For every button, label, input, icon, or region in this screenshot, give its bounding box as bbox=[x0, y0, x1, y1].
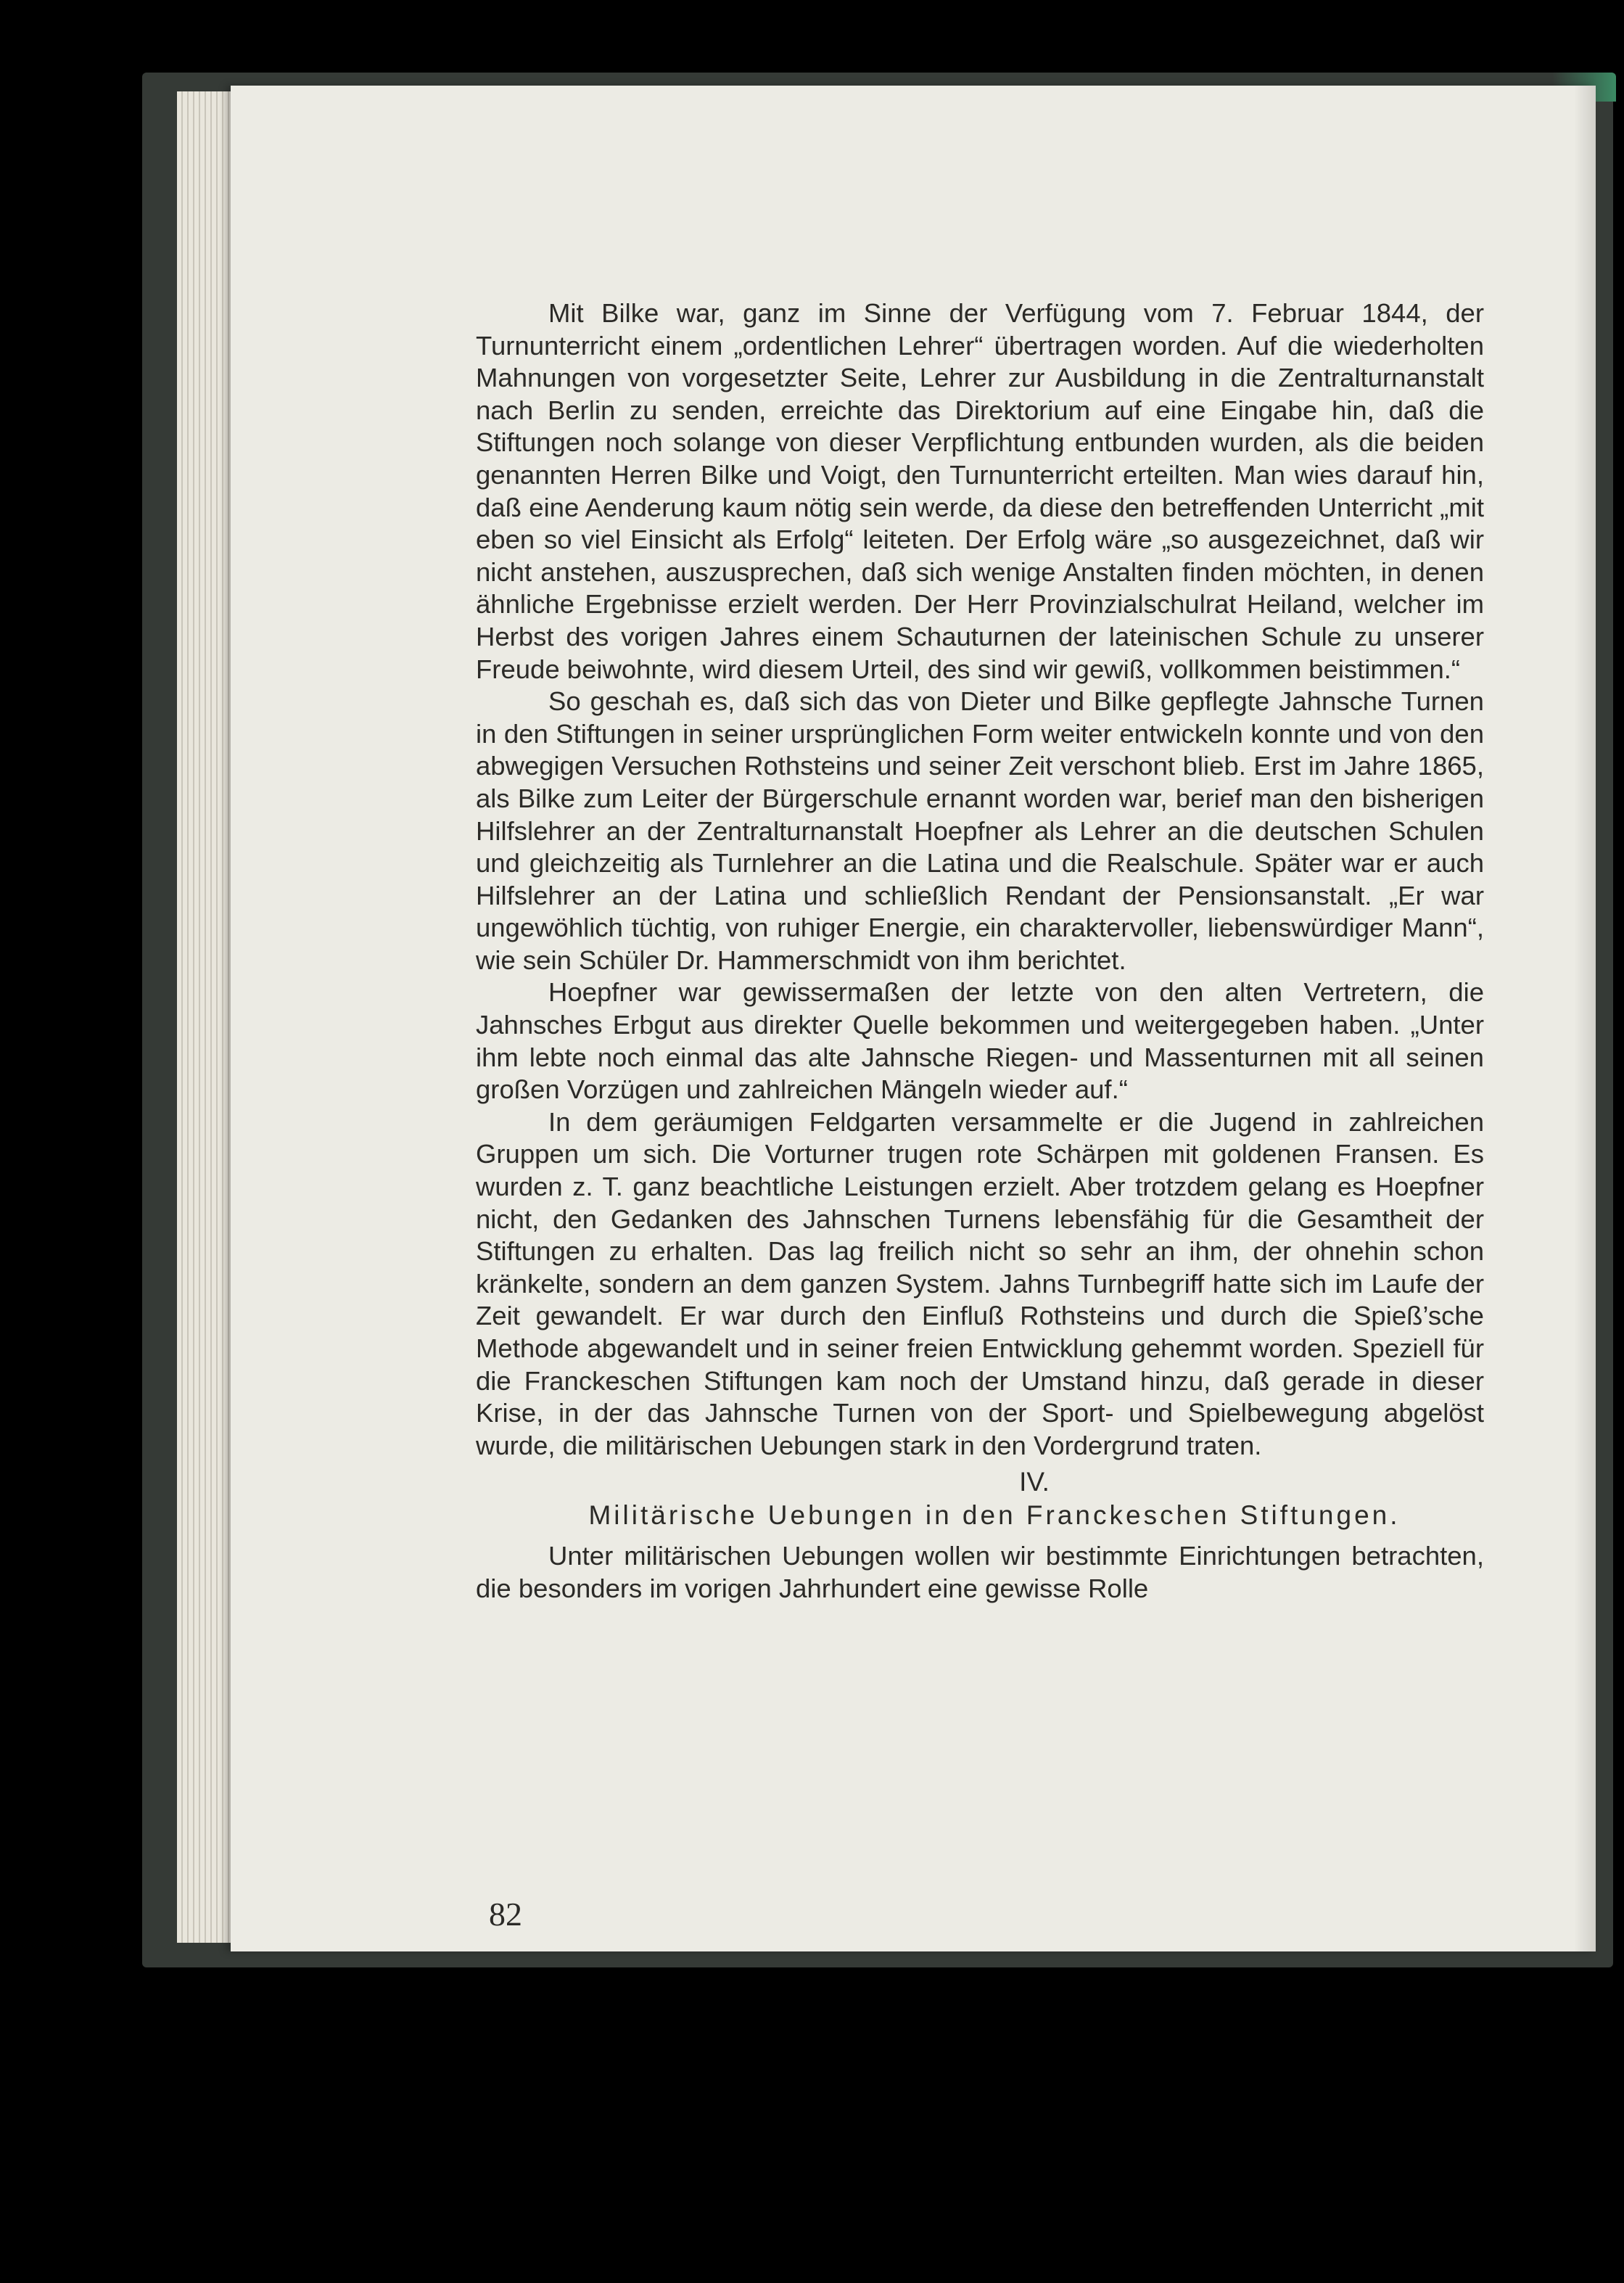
paragraph-5: Unter militärischen Uebungen wollen wir bestimmte Einrichtungen betrachten, die besonders im vorigen Jahrhundert eine gewisse Rolle bbox=[476, 1541, 1484, 1603]
section-title: Militärische Uebungen in den Franckeschen Stiftungen. bbox=[588, 1500, 1401, 1531]
page-number: 82 bbox=[489, 1896, 522, 1933]
page-text bbox=[476, 297, 1484, 1605]
paragraph-1: Mit Bilke war, ganz im Sinne der Verfügung vom 7. Februar 1844, der Turnunterricht einem „ordentlichen Lehrer“ übertragen worden. Auf die wiederholten Mahnungen von vorgesetzter Seite, Lehrer zur Ausbildung in die Zentralturnanstalt nach Berlin zu senden, erreichte das Direktorium auf eine Eingabe hin, daß die Stiftungen noch solange von dieser Verpflichtung entbunden wurden, als die beiden genannten Herren Bilke und Voigt, den Turnunterricht erteilten. Man wies darauf hin, daß eine Aenderung kaum nötig sein werde, da diese den betreffenden Unterricht „mit eben so viel Einsicht als Erfolg“ leiteten. Der Erfolg wäre „so ausgezeichnet, daß wir nicht anstehen, auszusprechen, daß sich wenige Anstalten finden möchten, in denen ähnliche Ergebnisse erzielt werden. Der Herr Provinzialschulrat Heiland, welcher im Herbst des vorigen Jahres einem Schauturnen der lateinischen Schule zu unserer Freude beiwohnte, wird diesem Urteil, des sind wir gewiß, vollkommen beistimmen.“ bbox=[476, 298, 1484, 684]
section-number: IV. bbox=[1019, 1467, 1050, 1497]
paragraph-3: Hoepfner war gewissermaßen der letzte von den alten Vertretern, die Jahnsches Erbgut aus direkter Quelle bekommen und weitergegeben haben. „Unter ihm lebte noch einmal das alte Jahnsche Riegen- und Massenturnen mit all seinen großen Vorzügen und zahlreichen Mängeln wieder auf.“ bbox=[476, 977, 1484, 1105]
paragraph-2: So geschah es, daß sich das von Dieter und Bilke gepflegte Jahnsche Turnen in den Stiftungen in seiner ursprünglichen Form weiter entwickeln konnte und von den abwegigen Versuchen Rothsteins und seiner Zeit verschont blieb. Erst im Jahre 1865, als Bilke zum Leiter der Bürgerschule ernannt worden war, berief man den bisherigen Hilfslehrer an der Zentralturnanstalt Hoepfner als Lehrer an die deutschen Schulen und gleichzeitig als Turnlehrer an die Latina und die Realschule. Später war er auch Hilfslehrer an der Latina und schließlich Rendant der Pensionsanstalt. „Er war ungewöhlich tüchtig, von ruhiger Energie, ein charaktervoller, liebenswürdiger Mann“, wie sein Schüler Dr. Hammerschmidt von ihm berichtet. bbox=[476, 686, 1484, 975]
page-gutter-shadow bbox=[1574, 86, 1596, 1951]
paragraph-4: In dem geräumigen Feldgarten versammelte er die Jugend in zahlreichen Gruppen um sich. Die Vorturner trugen rote Schärpen mit goldenen Fransen. Es wurden z. T. ganz beachtliche Leistungen erzielt. Aber trotzdem gelang es Hoepfner nicht, den Gedanken des Jahnschen Turnens lebensfähig für die Gesamtheit der Stiftungen zu erhalten. Das lag freilich nicht so sehr an ihm, der ohnehin schon kränkelte, sondern an dem ganzen System. Jahns Turnbegriff hatte sich im Laufe der Zeit gewandelt. Er war durch den Einfluß Rothsteins und durch die Spieß’sche Methode abgewandelt und in seiner freien Entwicklung gehemmt worden. Speziell für die Franckeschen Stiftungen kam noch der Umstand hinzu, daß gerade in dieser Krise, in der das Jahnsche Turnen von der Sport- und Spielbewegung abgelöst wurde, die militärischen Uebungen stark in den Vordergrund traten. bbox=[476, 1106, 1484, 1460]
